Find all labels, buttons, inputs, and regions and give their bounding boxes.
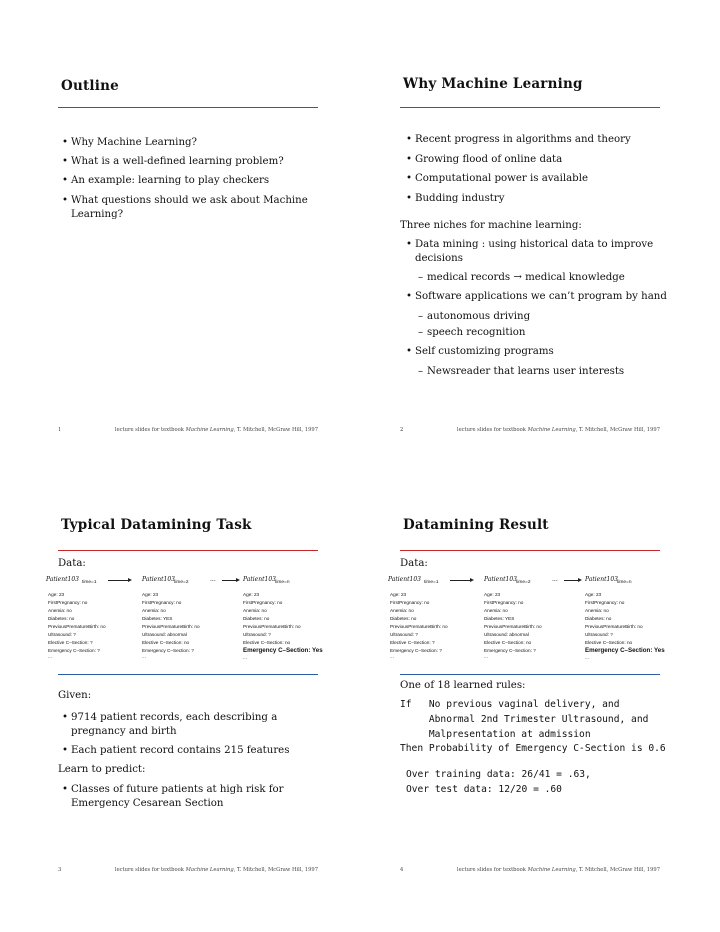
- bullet-item: • Recent progress in algorithms and theory: [415, 133, 631, 147]
- patient-field: ...: [484, 654, 488, 659]
- patient-field: ...: [390, 654, 394, 659]
- footer-credit: lecture slides for textbook Machine Learning, T. Mitchell, McGraw Hill, 1997: [456, 427, 660, 433]
- patient-field: PreviousPrematureBirth: no: [243, 624, 301, 629]
- patient-label: Patient103: [142, 576, 175, 583]
- rule-line: If No previous vaginal delivery, and: [400, 699, 620, 710]
- patient-field: Anemia: no: [585, 608, 609, 613]
- footer-credit: lecture slides for textbook Machine Learning, T. Mitchell, McGraw Hill, 1997: [456, 867, 660, 873]
- title-rule: [400, 550, 660, 551]
- patient-field: Age: 23: [243, 592, 260, 597]
- title-rule: [58, 107, 318, 108]
- slide-datamining-result: [362, 480, 702, 880]
- niche-continuation: decisions: [415, 253, 463, 264]
- patient-field: Elective C–Section: no: [142, 640, 190, 645]
- patient-field: Elective C–Section: ?: [390, 640, 435, 645]
- page-number: 3: [58, 867, 62, 873]
- slide-title: Typical Datamining Task: [61, 517, 252, 533]
- time-arrow: [222, 580, 238, 581]
- patient-field: Diabetes: YES: [142, 616, 173, 621]
- patient-field: PreviousPrematureBirth: no: [142, 624, 200, 629]
- patient-field: Diabetes: no: [48, 616, 75, 621]
- slide-datamining-task: [20, 480, 360, 880]
- rules-heading: One of 18 learned rules:: [400, 680, 526, 691]
- patient-field: Elective C–Section: ?: [48, 640, 93, 645]
- patient-field: Anemia: no: [243, 608, 267, 613]
- patient-field: FirstPregnancy: no: [484, 600, 524, 605]
- bullet-item: • Growing flood of online data: [415, 153, 562, 167]
- patient-field: PreviousPrematureBirth: no: [585, 624, 643, 629]
- patient-field-highlight: Emergency C–Section: Yes: [243, 647, 323, 654]
- time-label: time=2: [516, 580, 531, 585]
- data-label: Data:: [58, 558, 86, 569]
- time-label: time=2: [174, 580, 189, 585]
- rule-line: Abnormal 2nd Trimester Ultrasound, and: [400, 714, 649, 725]
- patient-field: Elective C–Section: no: [243, 640, 291, 645]
- patient-records-table: [388, 576, 668, 660]
- bullet-item: • What questions should we ask about Machine: [71, 194, 308, 208]
- patient-field: FirstPregnancy: no: [243, 600, 283, 605]
- patient-field: Emergency C–Section: ?: [142, 648, 194, 653]
- accuracy-line: Over test data: 12/20 = .60: [406, 784, 562, 795]
- slide-why-ml: [362, 40, 702, 440]
- bullet-item: • Budding industry: [415, 192, 505, 206]
- time-arrow: [450, 580, 472, 581]
- niche-sub-item: – speech recognition: [427, 326, 525, 340]
- ellipsis: ...: [210, 576, 216, 583]
- patient-field: Diabetes: no: [585, 616, 612, 621]
- patient-field: FirstPregnancy: no: [390, 600, 430, 605]
- niche-item: • Self customizing programs: [415, 345, 554, 359]
- niche-sub-item: – autonomous driving: [427, 310, 530, 324]
- footer-credit: lecture slides for textbook Machine Learning, T. Mitchell, McGraw Hill, 1997: [114, 427, 318, 433]
- learn-label: Learn to predict:: [58, 764, 146, 775]
- patient-field: Emergency C–Section: ?: [48, 648, 100, 653]
- section-rule: [58, 674, 318, 675]
- patient-field: ...: [48, 654, 52, 659]
- given-label: Given:: [58, 690, 92, 701]
- patient-field: Emergency C–Section: ?: [390, 648, 442, 653]
- rule-line: Malpresentation at admission: [400, 729, 591, 740]
- time-label: time=1: [424, 580, 439, 585]
- patient-label: Patient103: [484, 576, 517, 583]
- bullet-item: • 9714 patient records, each describing a: [71, 711, 277, 725]
- niche-item: • Software applications we can’t program by hand: [415, 290, 667, 304]
- patient-field: Emergency C–Section: ?: [484, 648, 536, 653]
- patient-field: Anemia: no: [484, 608, 508, 613]
- niche-sub-item: – medical records → medical knowledge: [427, 271, 625, 285]
- patient-field: PreviousPrematureBirth: no: [390, 624, 448, 629]
- niche-item: • Data mining : using historical data to improve: [415, 238, 653, 252]
- patient-field-highlight: Emergency C–Section: Yes: [585, 647, 665, 654]
- patient-field: Ultrasound: ?: [390, 632, 418, 637]
- bullet-item: • An example: learning to play checkers: [71, 174, 269, 188]
- patient-field: ...: [585, 655, 589, 660]
- title-rule: [400, 107, 660, 108]
- patient-field: Age: 23: [585, 592, 602, 597]
- data-label: Data:: [400, 558, 428, 569]
- slide-outline: [20, 40, 360, 440]
- ellipsis: ...: [552, 576, 558, 583]
- patient-field: ...: [243, 655, 247, 660]
- patient-label: Patient103: [243, 576, 276, 583]
- patient-field: Elective C–Section: no: [484, 640, 532, 645]
- niches-heading: Three niches for machine learning:: [400, 220, 582, 231]
- page-number: 2: [400, 427, 404, 433]
- patient-field: ...: [142, 654, 146, 659]
- patient-field: PreviousPrematureBirth: no: [48, 624, 106, 629]
- bullet-item: • Classes of future patients at high risk for: [71, 783, 284, 797]
- title-rule: [58, 550, 318, 551]
- patient-label: Patient103: [46, 576, 79, 583]
- bullet-item: • Computational power is available: [415, 172, 588, 186]
- footer-credit: lecture slides for textbook Machine Learning, T. Mitchell, McGraw Hill, 1997: [114, 867, 318, 873]
- patient-field: PreviousPrematureBirth: no: [484, 624, 542, 629]
- bullet-item: • What is a well-defined learning problem?: [71, 155, 284, 169]
- time-label: time=n: [275, 580, 290, 585]
- bullet-continuation: Emergency Cesarean Section: [71, 798, 224, 809]
- time-arrow: [108, 580, 130, 581]
- patient-field: Anemia: no: [390, 608, 414, 613]
- slide-title: Why Machine Learning: [403, 76, 583, 92]
- patient-field: FirstPregnancy: no: [142, 600, 182, 605]
- patient-field: Age: 23: [48, 592, 65, 597]
- patient-field: Diabetes: YES: [484, 616, 515, 621]
- bullet-item: • Why Machine Learning?: [71, 136, 197, 150]
- patient-field: Age: 23: [484, 592, 501, 597]
- bullet-continuation: pregnancy and birth: [71, 726, 177, 737]
- patient-field: Diabetes: no: [243, 616, 270, 621]
- patient-field: Ultrasound: abnormal: [484, 632, 529, 637]
- patient-field: Ultrasound: ?: [48, 632, 76, 637]
- bullet-item: • Each patient record contains 215 features: [71, 744, 289, 758]
- patient-field: Age: 23: [142, 592, 159, 597]
- patient-records-table: [46, 576, 326, 660]
- patient-field: Age: 23: [390, 592, 407, 597]
- slide-title: Outline: [61, 78, 119, 94]
- patient-field: Anemia: no: [48, 608, 72, 613]
- patient-label: Patient103: [585, 576, 618, 583]
- patient-field: Elective C–Section: no: [585, 640, 633, 645]
- section-rule: [400, 674, 660, 675]
- rule-line: Then Probability of Emergency C-Section is 0.6: [400, 743, 666, 754]
- patient-field: FirstPregnancy: no: [48, 600, 88, 605]
- niche-sub-item: – Newsreader that learns user interests: [427, 365, 624, 379]
- time-label: time=n: [617, 580, 632, 585]
- patient-field: Ultrasound: ?: [243, 632, 271, 637]
- patient-label: Patient103: [388, 576, 421, 583]
- patient-field: FirstPregnancy: no: [585, 600, 625, 605]
- page-number: 4: [400, 867, 404, 873]
- time-label: time=1: [82, 580, 97, 585]
- patient-field: Ultrasound: ?: [585, 632, 613, 637]
- patient-field: Ultrasound: abnormal: [142, 632, 187, 637]
- accuracy-line: Over training data: 26/41 = .63,: [406, 769, 591, 780]
- time-arrow: [564, 580, 580, 581]
- slide-title: Datamining Result: [403, 517, 549, 533]
- patient-field: Diabetes: no: [390, 616, 417, 621]
- patient-field: Anemia: no: [142, 608, 166, 613]
- page-number: 1: [58, 427, 62, 433]
- bullet-continuation: Learning?: [71, 209, 124, 220]
